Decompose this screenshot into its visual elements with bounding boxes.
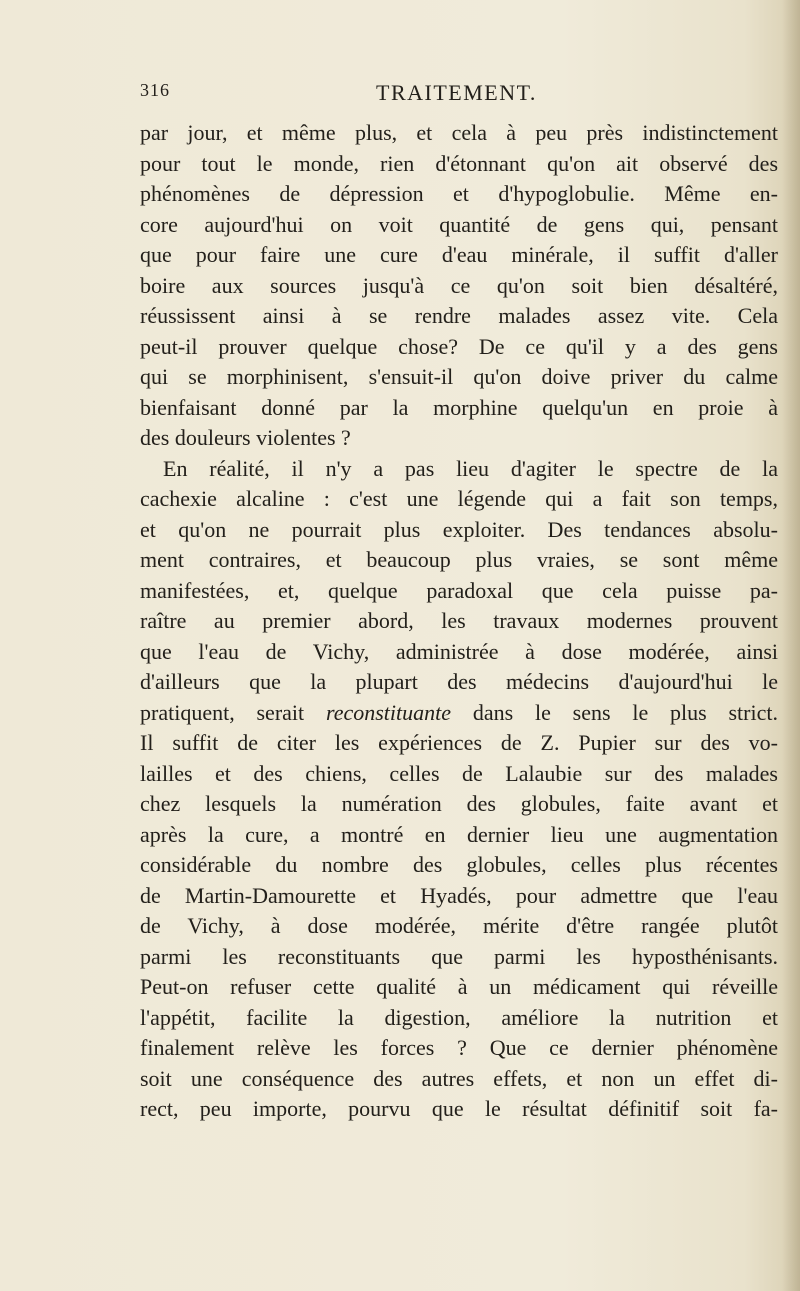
text-line: peut-il prouver quelque chose? De ce qu'il y a des gens [140,333,778,359]
text-line: Il suffit de citer les expériences de Z. Pupier sur des vo- [140,730,778,755]
text-line: bienfaisant donné par la morphine quelqu'un en proie à [140,394,778,420]
text-line: ment contraires, et beaucoup plus vraies, se sont même [140,547,778,572]
italic-word: reconstituante [325,699,452,725]
page-number: 316 [140,80,170,100]
text-line: pour tout le monde, rien d'étonnant qu'on ait observé des [140,150,778,176]
text-line: chez lesquels la numération des globules, faite avant et [140,791,778,816]
text-line: que pour faire une cure d'eau minérale, il suffit d'aller [140,242,778,267]
text-line: phénomènes de dépression et d'hypoglobulie. Même en- [140,181,778,206]
text-line: lailles et des chiens, celles de Lalaubie sur des malades [140,760,778,786]
text-line: de Vichy, à dose modérée, mérite d'être rangée plutôt [140,913,778,938]
running-head: TRAITEMENT. [376,80,537,105]
text-line: considérable du nombre des globules, celles plus récentes [140,852,778,877]
text-line: soit une conséquence des autres effets, et non un effet di- [140,1065,778,1091]
text-line: réussissent ainsi à se rendre malades assez vite. Cela [140,303,778,328]
text-line: rect, peu importe, pourvu que le résultat définitif soit fa- [140,1096,778,1121]
text-line: manifestées, et, quelque paradoxal que cela puisse pa- [140,577,778,603]
text-line: par jour, et même plus, et cela à peu près indistinctement [140,120,778,145]
text-line: raître au premier abord, les travaux modernes prouvent [140,608,778,633]
text-line: d'ailleurs que la plupart des médecins d'aujourd'hui le [140,669,778,694]
page-edge-shadow [782,0,800,1291]
text-line: de Martin-Damourette et Hyadés, pour admettre que l'eau [140,882,778,908]
page-header [140,80,780,110]
text-line: finalement relève les forces ? Que ce dernier phénomène [140,1035,778,1060]
body-text [140,118,778,1125]
text-line: cachexie alcaline : c'est une légende qui a fait son temps, [140,486,778,511]
text-line: qui se morphinisent, s'ensuit-il qu'on doive priver du calme [140,364,778,389]
text-segment: pratiquent, serait [140,699,326,725]
text-line: Peut-on refuser cette qualité à un médicament qui réveille [140,974,778,999]
text-line: boire aux sources jusqu'à ce qu'on soit bien désaltéré, [140,272,778,298]
paragraph-end-line: des douleurs violentes ? [140,425,351,450]
text-line: que l'eau de Vichy, administrée à dose modérée, ainsi [140,638,778,664]
text-line-with-emphasis [140,698,778,729]
paragraph-start-line: En réalité, il n'y a pas lieu d'agiter le spectre de la [163,455,778,481]
text-line: l'appétit, facilite la digestion, améliore la nutrition et [140,1004,778,1030]
text-line: core aujourd'hui on voit quantité de gens qui, pensant [140,211,778,237]
text-line: parmi les reconstituants que parmi les hyposthénisants. [140,943,778,969]
text-line: après la cure, a montré en dernier lieu une augmentation [140,821,778,847]
text-line: et qu'on ne pourrait plus exploiter. Des tendances absolu- [140,516,778,542]
text-segment: dans le sens le plus strict. [451,699,778,725]
